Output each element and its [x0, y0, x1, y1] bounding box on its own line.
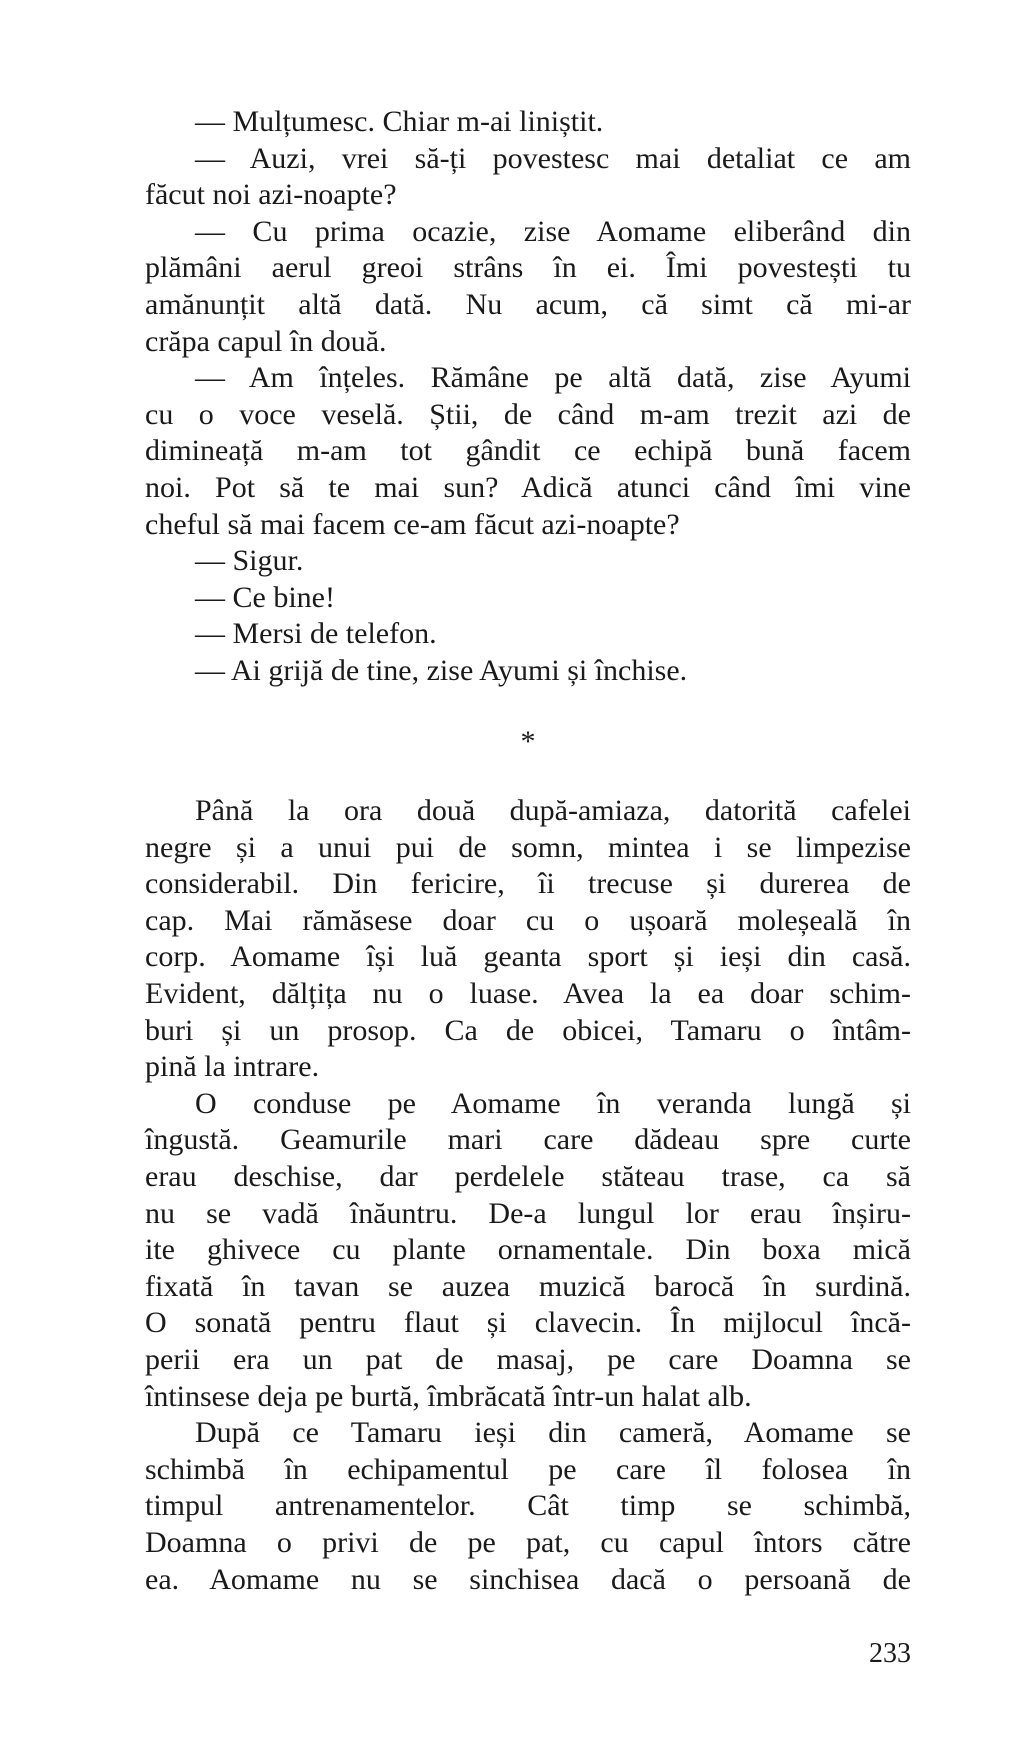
- text-line: Evident, dălțița nu o luase. Avea la ea doar schim-: [145, 977, 911, 1011]
- text-line: îngustă. Geamurile mari care dădeau spre curte: [145, 1123, 911, 1157]
- paragraph: [145, 616, 911, 653]
- paragraph: [145, 1086, 911, 1415]
- text-line: — Sigur.: [195, 544, 304, 578]
- paragraph: [145, 580, 911, 617]
- text-line: — Ce bine!: [195, 580, 335, 614]
- text-line: amănunțit altă dată. Nu acum, că simt că mi-ar: [145, 287, 911, 321]
- paragraph: [145, 653, 911, 690]
- text-line: După ce Tamaru ieși din cameră, Aomame se: [195, 1416, 911, 1450]
- text-line: schimbă în echipamentul pe care îl folosea în: [145, 1452, 911, 1486]
- text-line: fixată în tavan se auzea muzică barocă în surdină.: [145, 1269, 911, 1303]
- paragraph: [145, 141, 911, 214]
- text-line: cap. Mai rămăsese doar cu o ușoară moleșeală în: [145, 903, 911, 937]
- narrative-section: [145, 793, 911, 1598]
- text-line: — Cu prima ocazie, zise Aomame eliberând din: [195, 214, 911, 248]
- text-line: considerabil. Din fericire, îi trecuse și durerea de: [145, 867, 911, 901]
- text-line: — Mersi de telefon.: [195, 617, 437, 651]
- text-line: timpul antrenamentelor. Cât timp se schimbă,: [145, 1489, 911, 1523]
- text-line: Doamna o privi de pe pat, cu capul întors către: [145, 1525, 911, 1559]
- text-line: perii era un pat de masaj, pe care Doamna se: [145, 1343, 911, 1376]
- text-line: ite ghivece cu plante ornamentale. Din boxa mică: [145, 1233, 911, 1267]
- section-separator: *: [520, 724, 536, 758]
- text-line: pină la intrare.: [145, 1050, 320, 1084]
- text-line: buri și un prosop. Ca de obicei, Tamaru o întâm-: [145, 1013, 911, 1047]
- text-line: O sonată pentru flaut și clavecin. În mijlocul încă-: [145, 1306, 911, 1340]
- text-line: negre și a unui pui de somn, mintea i se limpezise: [145, 830, 911, 864]
- text-line: — Mulțumesc. Chiar m-ai liniștit.: [195, 105, 604, 138]
- page-body: [145, 104, 911, 1598]
- text-line: Până la ora două după-amiaza, datorită cafelei: [195, 794, 911, 828]
- text-line: ea. Aomame nu se sinchisea dacă o persoană de: [145, 1562, 911, 1596]
- paragraph: [145, 360, 911, 543]
- text-line: cheful să mai facem ce-am făcut azi-noapte?: [145, 507, 680, 541]
- paragraph: [145, 1415, 911, 1598]
- text-line: cu o voce veselă. Știi, de când m-am trezit azi de: [145, 397, 911, 431]
- text-line: plămâni aerul greoi strâns în ei. Îmi povestești tu: [145, 251, 911, 285]
- text-line: crăpa capul în două.: [145, 324, 387, 358]
- text-line: întinsese deja pe burtă, îmbrăcată într-un halat alb.: [145, 1379, 752, 1413]
- text-line: — Auzi, vrei să-ți povestesc mai detaliat ce am: [195, 141, 911, 175]
- text-line: nu se vadă înăuntru. De-a lungul lor erau înșiru-: [145, 1196, 911, 1230]
- paragraph: [145, 543, 911, 580]
- text-line: dimineață m-am tot gândit ce echipă bună facem: [145, 434, 911, 468]
- text-line: erau deschise, dar perdelele stăteau trase, ca să: [145, 1160, 911, 1194]
- paragraph: [145, 793, 911, 1086]
- text-line: corp. Aomame își luă geanta sport și ieși din casă.: [145, 940, 911, 974]
- page-number: 233: [869, 1638, 911, 1669]
- paragraph: [145, 104, 911, 141]
- text-line: făcut noi azi-noapte?: [145, 178, 397, 212]
- text-line: — Ai grijă de tine, zise Ayumi și închise.: [195, 653, 688, 687]
- dialogue-section: [145, 104, 911, 690]
- paragraph: [145, 214, 911, 360]
- text-line: noi. Pot să te mai sun? Adică atunci când îmi vine: [145, 470, 911, 504]
- text-line: — Am înțeles. Rămâne pe altă dată, zise Ayumi: [195, 361, 911, 395]
- text-line: O conduse pe Aomame în veranda lungă și: [195, 1086, 911, 1120]
